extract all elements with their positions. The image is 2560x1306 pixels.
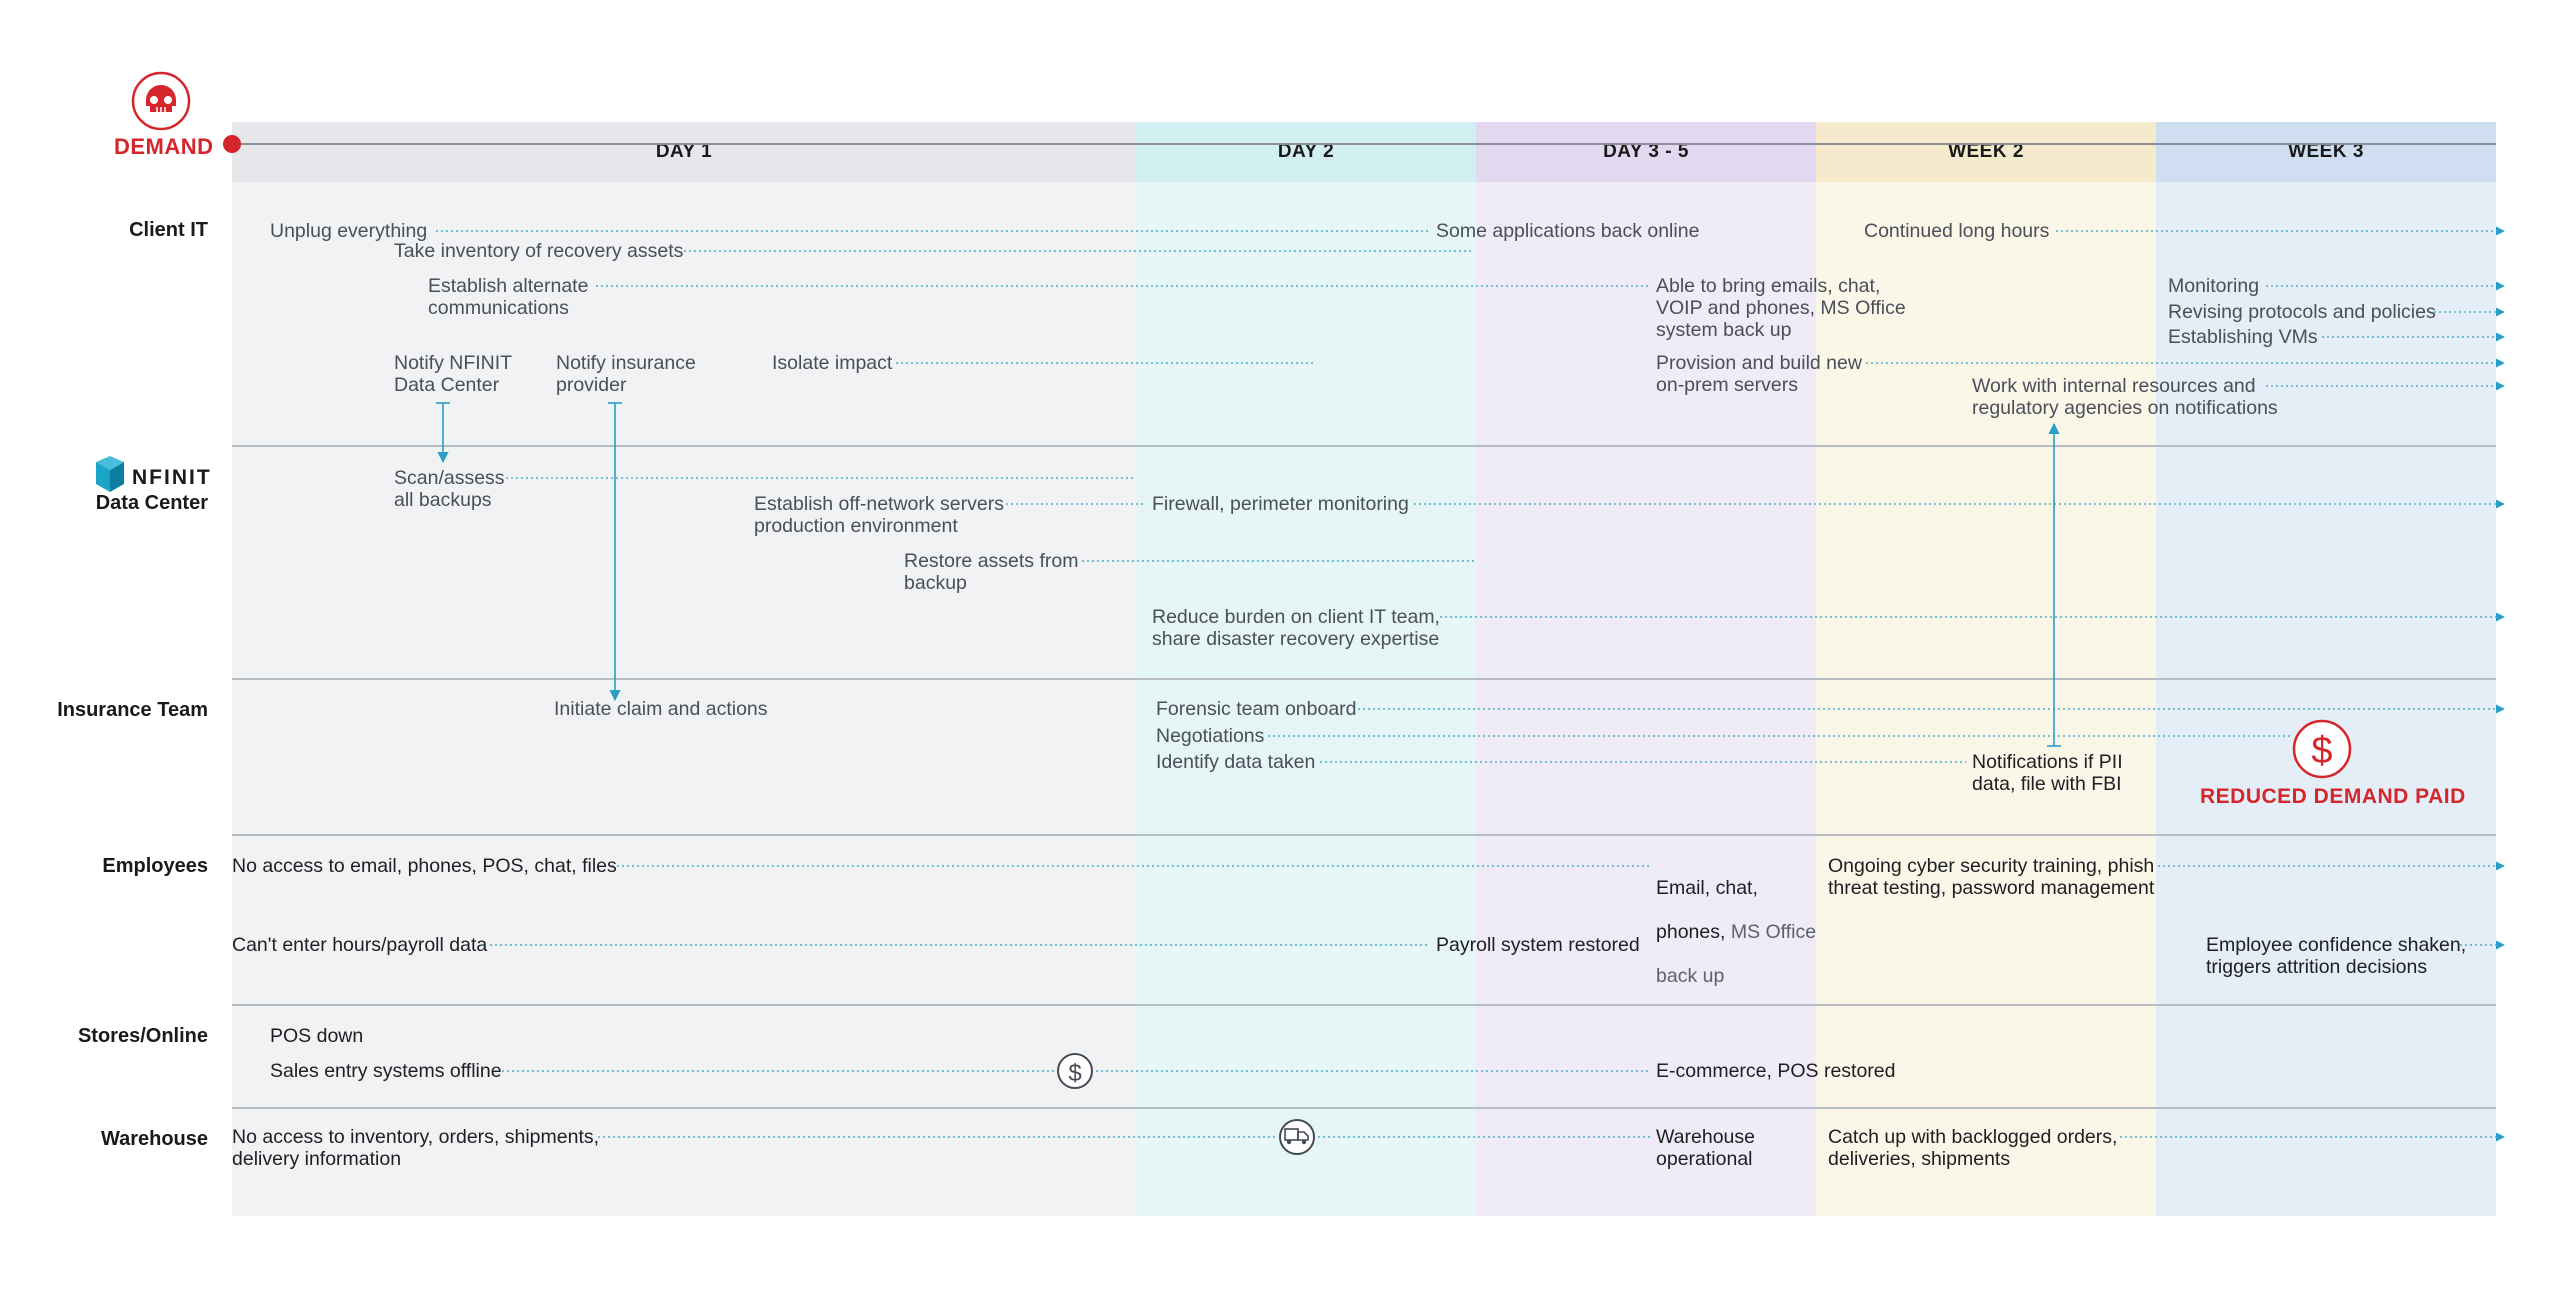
- event-notifications-pii: Notifications if PII data, file with FBI: [1972, 751, 2123, 795]
- event-cyber-training: Ongoing cyber security training, phish threat testing, password management: [1828, 855, 2155, 899]
- event-initiate-claim: Initiate claim and actions: [554, 698, 768, 720]
- event-email-back-phones: phones,: [1656, 921, 1726, 943]
- event-off-network-servers: Establish off-network servers production environment: [754, 493, 1004, 537]
- event-no-hours: Can't enter hours/payroll data: [232, 934, 488, 956]
- event-email-back-line-3: back up: [1656, 965, 1725, 987]
- event-email-back-line-2: [1656, 921, 1816, 943]
- phase-header-day-2: DAY 2: [1136, 122, 1476, 182]
- lane-label-warehouse: Warehouse: [100, 1128, 208, 1150]
- phase-header-week-3: WEEK 3: [2156, 122, 2496, 182]
- event-no-inventory-access: No access to inventory, orders, shipments, delivery information: [232, 1126, 600, 1170]
- lane-label-stores: Stores/Online: [77, 1025, 208, 1047]
- lane-label-client-it: Client IT: [129, 219, 208, 241]
- event-email-back-line-1: Email, chat,: [1656, 877, 1758, 899]
- reduced-demand-paid-label: REDUCED DEMAND PAID: [2200, 785, 2466, 808]
- event-notify-insurance: Notify insurance provider: [556, 352, 696, 396]
- phase-header-day-1: DAY 1: [232, 122, 1136, 182]
- event-sales-offline: Sales entry systems offline: [270, 1060, 502, 1082]
- event-alt-comms: Establish alternate communications: [428, 275, 589, 319]
- svg-text:$: $: [1068, 1060, 1082, 1087]
- phase-header-week-2: WEEK 2: [1816, 122, 2156, 182]
- event-payroll-restored: Payroll system restored: [1436, 934, 1640, 956]
- brand-wordmark: NFINIT: [132, 466, 212, 489]
- event-revising-protocols: Revising protocols and policies: [2168, 301, 2436, 323]
- event-ecommerce-restored: E-commerce, POS restored: [1656, 1060, 1896, 1082]
- event-forensic-team: Forensic team onboard: [1156, 698, 1357, 720]
- event-monitoring: Monitoring: [2168, 275, 2260, 297]
- lane-label-data-center: Data Center: [95, 492, 208, 514]
- event-email-back-office: MS Office: [1730, 921, 1817, 943]
- event-no-access-email: No access to email, phones, POS, chat, files: [232, 855, 617, 877]
- event-establishing-vms: Establishing VMs: [2168, 326, 2318, 348]
- event-continued-long-hours: Continued long hours: [1864, 220, 2050, 242]
- event-take-inventory: Take inventory of recovery assets: [394, 240, 684, 262]
- event-warehouse-operational: Warehouse operational: [1656, 1126, 1755, 1170]
- event-pos-down: POS down: [270, 1025, 364, 1047]
- event-identify-data: Identify data taken: [1156, 751, 1316, 773]
- phase-header-day-3-5: DAY 3 - 5: [1476, 122, 1816, 182]
- truck-icon: [1280, 1120, 1314, 1154]
- demand-label: DEMAND: [114, 134, 214, 159]
- svg-text:$: $: [2311, 730, 2333, 772]
- event-work-internal: Work with internal resources and regulatory agencies on notifications: [1972, 375, 2278, 419]
- event-reduce-burden: Reduce burden on client IT team, share disaster recovery expertise: [1152, 606, 1440, 650]
- event-notify-nfinit: Notify NFINIT Data Center: [394, 352, 513, 396]
- event-firewall: Firewall, perimeter monitoring: [1152, 493, 1409, 515]
- event-emails-back: Able to bring emails, chat, VOIP and phones, MS Office system back up: [1656, 275, 1906, 341]
- nfinit-logo-icon: [96, 456, 124, 492]
- event-negotiations: Negotiations: [1156, 725, 1265, 747]
- event-email-back: [1656, 855, 1816, 1009]
- lane-label-insurance: Insurance Team: [57, 699, 208, 721]
- event-catch-up: Catch up with backlogged orders, deliveries, shipments: [1828, 1126, 2118, 1170]
- dollar-icon: [1058, 1054, 1092, 1088]
- event-some-apps-online: Some applications back online: [1436, 220, 1700, 242]
- event-unplug: Unplug everything: [270, 220, 428, 242]
- event-scan-backups: Scan/assess all backups: [394, 467, 505, 511]
- lane-label-employees: Employees: [102, 855, 208, 877]
- dollar-icon: [2294, 721, 2350, 777]
- skull-icon: [133, 73, 189, 129]
- event-restore-assets: Restore assets from backup: [904, 550, 1079, 594]
- event-employee-confidence: Employee confidence shaken, triggers attrition decisions: [2206, 934, 2467, 978]
- event-isolate-impact: Isolate impact: [772, 352, 893, 374]
- event-provision-servers: Provision and build new on-prem servers: [1656, 352, 1862, 396]
